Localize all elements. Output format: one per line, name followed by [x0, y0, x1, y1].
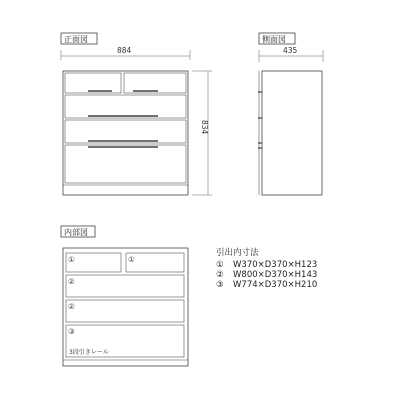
- interior-view: [61, 226, 188, 366]
- drawer-4: [65, 145, 186, 183]
- front-view-label: 正面図: [64, 35, 88, 44]
- interior-drawer-3: [66, 300, 184, 322]
- drawer-mark: ③: [68, 327, 75, 336]
- side-outline: [262, 71, 322, 195]
- drawer-2: [65, 95, 186, 118]
- front-view: [61, 33, 212, 195]
- drawer-1b: [124, 73, 186, 93]
- side-view-label: 側面図: [262, 35, 286, 44]
- spec-dims: W800×D370×H143: [233, 270, 318, 280]
- drawer-mark: ②: [68, 277, 75, 286]
- drawer-mark: ②: [68, 302, 75, 311]
- side-view: [258, 33, 323, 195]
- rail-note: 3段引きレール: [69, 349, 109, 356]
- drawer-spec-list: [216, 247, 317, 290]
- spec-mark: ②: [216, 270, 224, 280]
- width-dimension: 884: [117, 46, 132, 55]
- interior-view-label: 内部図: [64, 228, 88, 237]
- spec-mark: ①: [216, 260, 224, 270]
- depth-dimension: 435: [283, 46, 298, 55]
- spec-mark: ③: [216, 280, 224, 290]
- drawer-3: [65, 120, 186, 143]
- interior-drawer-2: [66, 275, 184, 297]
- drawer-1a: [65, 73, 121, 93]
- drawer-mark: ①: [68, 255, 75, 264]
- spec-title: 引出内寸法: [216, 248, 259, 258]
- drawer-mark: ①: [128, 255, 135, 264]
- height-dimension: 834: [200, 120, 209, 135]
- spec-dims: W370×D370×H123: [233, 260, 318, 270]
- spec-dims: W774×D370×H210: [233, 280, 318, 290]
